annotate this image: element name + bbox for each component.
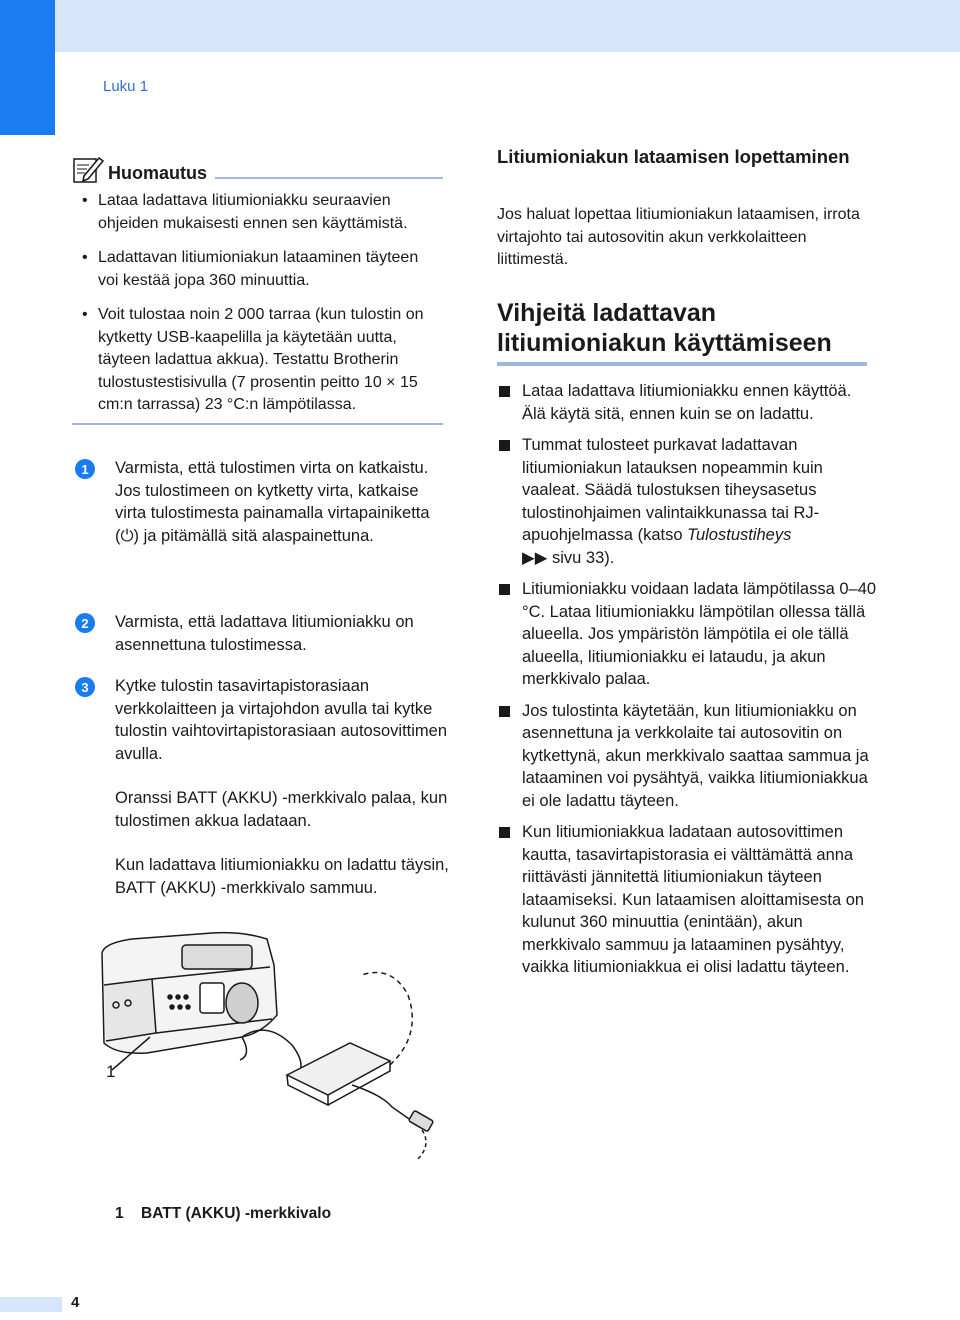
note-item: • Ladattavan litiumioniakun lataaminen täyteen voi kestää jopa 360 minuuttia.: [72, 247, 443, 292]
note-end-rule: [72, 423, 443, 425]
tip-item: Kun litiumioniakkua ladataan autosovittimen kautta, tasavirtapistorasia ei välttämättä anna riittävästi jännitettä litiumioniakun täyteen lataamiseksi. Kun lataamisen aloittamisesta on kulunut 360 minuuttia (enintään), akun merkkivalo sammuu ja lataaminen pysähtyy, vaikka litiumioniakkua ei olisi ladattu täyteen.: [497, 821, 877, 979]
note-pencil-icon: [72, 154, 104, 184]
printer-charging-illustration: [92, 925, 452, 1175]
tip-item: Lataa ladattava litiumioniakku ennen käyttöä. Älä käytä sitä, ennen kuin se on ladattu.: [497, 380, 877, 425]
step-number-badge: 1: [75, 459, 95, 479]
tip-text: Tummat tulosteet purkavat ladattavan litiumioniakun latauksen nopeammin kuin vaaleat. Säädä tulostuksen tiheysasetus tulostinohjaimen valintaikkunassa tai RJ-apuohjelmassa (katso: [522, 436, 823, 544]
note-list: [72, 190, 443, 417]
chapter-tab: [0, 0, 55, 135]
step-3: [72, 675, 452, 765]
chapter-label: Luku 1: [103, 78, 149, 95]
tip-item: Jos tulostinta käytetään, kun litiumioniakku on asennettuna ja verkkolaite tai autosovitin on kytkettynä, akun merkkivalo saattaa sammua ja lataaminen voi pysähtyä, vaikka litiumioniakkua ei ole ladattu täyteen.: [497, 700, 877, 813]
step-extra: Jos tulostimeen on kytketty virta, katkaise virta tulostimesta painamalla virtapainiketta (⏻) ja pitämällä sitä alaspainettuna.: [115, 481, 430, 545]
tip-item: Litiumioniakku voidaan ladata lämpötilassa 0–40 °C. Lataa litiumioniakku lämpötilan ollessa tällä alueella. Jos ympäristön lämpötila ei ole tällä alueella, litiumioniakku ei lataudu, ja akun merkkivalo palaa.: [497, 578, 877, 691]
header-band: [0, 0, 960, 52]
step-number-badge: 3: [75, 677, 95, 697]
step-text: Varmista, että tulostimen virta on katkaistu.: [115, 459, 429, 477]
tip-item: [497, 434, 877, 569]
cross-reference-link[interactable]: Tulostustiheys: [687, 526, 792, 544]
note-title: Huomautus: [108, 163, 207, 183]
caption-number: 1: [115, 1205, 124, 1222]
note-header: [72, 150, 443, 184]
tips-heading-rule: [497, 362, 867, 366]
note-item: • Voit tulostaa noin 2 000 tarraa (kun tulostin on kytketty USB-kaapelilla ja käytetään uutta, täyteen ladattua akkua). Testattu Brotherin tulostustestisivulla (7 prosentin peitto 10 × 15 cm:n tarrassa) 23 °C:n lämpötilassa.: [72, 304, 443, 417]
figure-callout-number: 1: [106, 1062, 116, 1081]
charging-indicator-text: Oranssi BATT (AKKU) -merkkivalo palaa, kun tulostimen akkua ladataan.: [115, 789, 448, 830]
figure-caption: [115, 1205, 331, 1223]
stop-charging-text: Jos haluat lopettaa litiumioniakun lataamisen, irrota virtajohto tai autosovitin akun verkkolaitteen liittimestä.: [497, 206, 860, 268]
step-2: [72, 611, 452, 656]
page-number: 4: [71, 1294, 80, 1311]
page-number-bar: [0, 1297, 62, 1312]
tips-list: [497, 380, 877, 988]
note-header-rule: [215, 177, 443, 179]
printer-charger-drawing: [92, 925, 452, 1175]
note-box: [72, 150, 443, 425]
step-number-badge: 2: [75, 613, 95, 633]
charged-indicator-text: Kun ladattava litiumioniakku on ladattu täysin, BATT (AKKU) -merkkivalo sammuu.: [115, 856, 449, 897]
step-text: Varmista, että ladattava litiumioniakku on asennettuna tulostimessa.: [115, 613, 414, 654]
step-1: [72, 457, 452, 547]
tips-heading: Vihjeitä ladattavan litiumioniakun käyttämiseen: [497, 299, 832, 357]
stop-charging-heading: Litiumioniakun lataamisen lopettaminen: [497, 146, 850, 167]
cross-reference-arrows: ▶▶: [522, 548, 548, 567]
note-item: • Lataa ladattava litiumioniakku seuraavien ohjeiden mukaisesti ennen sen käyttämistä.: [72, 190, 443, 235]
cross-reference-page: sivu 33).: [551, 548, 615, 567]
step-text: Kytke tulostin tasavirtapistorasiaan verkkolaitteen ja virtajohdon avulla tai kytke tulostin vaihtovirtapistorasiaan autosovittimen avulla.: [115, 677, 448, 763]
caption-text: BATT (AKKU) -merkkivalo: [141, 1205, 332, 1222]
